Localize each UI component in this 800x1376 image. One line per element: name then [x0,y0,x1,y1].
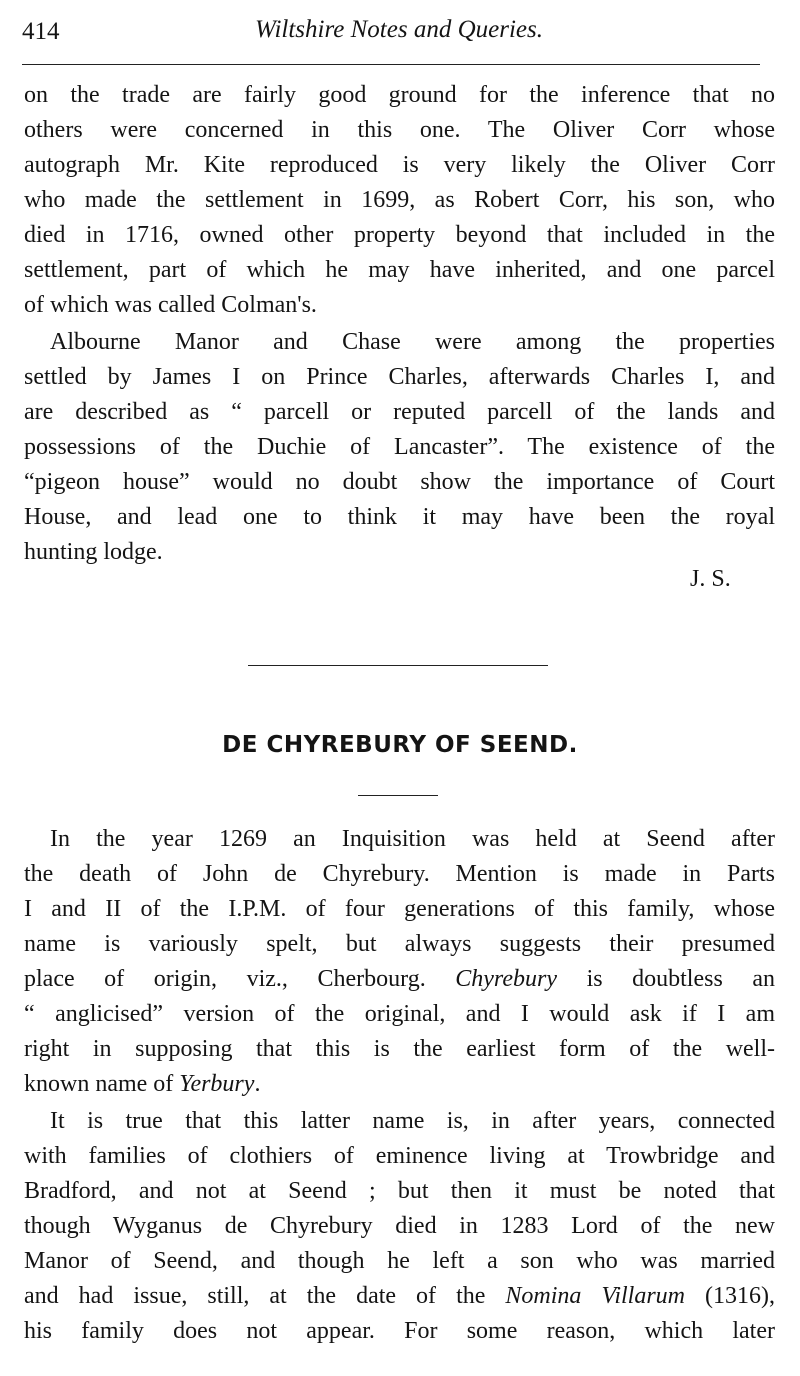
italic-name: Chyrebury [455,966,558,992]
text-line: autograph Mr. Kite reproduced is very likely the Oliver Corr [24,152,775,178]
text-line: Manor of Seend, and though he left a son who was married [24,1248,775,1274]
text-segment: and had issue, still, at the date of the [24,1283,506,1309]
running-title: Wiltshire Notes and Queries. [255,16,543,43]
text-line: “ anglicised” version of the original, and I would ask if I am [24,1001,775,1027]
text-line: others were concerned in this one. The Oliver Corr whose [24,117,775,143]
text-line: Bradford, and not at Seend ; but then it must be noted that [24,1178,775,1204]
text-line [24,964,775,994]
title-rule [358,795,438,796]
text-line: It is true that this latter name is, in after years, connected [50,1108,775,1134]
text-line [24,1069,775,1099]
running-header [22,14,776,50]
text-line: settled by James I on Prince Charles, afterwards Charles I, and [24,364,775,390]
text-line: died in 1716, owned other property beyond that included in the [24,222,775,248]
text-line: settlement, part of which he may have inherited, and one parcel [24,257,775,283]
text-line: In the year 1269 an Inquisition was held at Seend after [50,826,775,852]
text-line: right in supposing that this is the earliest form of the well- [24,1036,775,1062]
text-line: possessions of the Duchie of Lancaster”. The existence of the [24,434,775,460]
section-divider [248,665,548,666]
text-line: are described as “ parcell or reputed parcell of the lands and [24,399,775,425]
text-line: Albourne Manor and Chase were among the properties [50,329,775,355]
text-line: his family does not appear. For some reason, which later [24,1318,775,1344]
text-segment: place of origin, viz., Cherbourg. [24,966,456,992]
text-segment: known name of [24,1071,180,1097]
text-line: name is variously spelt, but always suggests their presumed [24,931,775,957]
text-line: of which was called Colman's. [24,292,317,318]
text-line: who made the settlement in 1699, as Robert Corr, his son, who [24,187,775,213]
italic-name: Yerbury [179,1071,255,1097]
text-line [24,1281,775,1311]
text-line: on the trade are fairly good ground for the inference that no [24,82,775,108]
text-line: with families of clothiers of eminence living at Trowbridge and [24,1143,775,1169]
section-title: DE CHYREBURY OF SEEND. [222,732,578,758]
text-segment: . [254,1071,261,1097]
signature: J. S. [690,566,731,592]
text-line: the death of John de Chyrebury. Mention is made in Parts [24,861,775,887]
text-line: “pigeon house” would no doubt show the importance of Court [24,469,775,495]
text-line: I and II of the I.P.M. of four generations of this family, whose [24,896,775,922]
page-number: 414 [22,18,60,45]
text-segment: (1316), [685,1283,776,1309]
text-line: though Wyganus de Chyrebury died in 1283 Lord of the new [24,1213,775,1239]
text-line: House, and lead one to think it may have been the royal [24,504,775,530]
header-rule [22,64,760,65]
text-segment: is doubtless an [557,966,776,992]
text-line: hunting lodge. [24,539,163,565]
italic-title: Nomina Villarum [505,1283,686,1309]
